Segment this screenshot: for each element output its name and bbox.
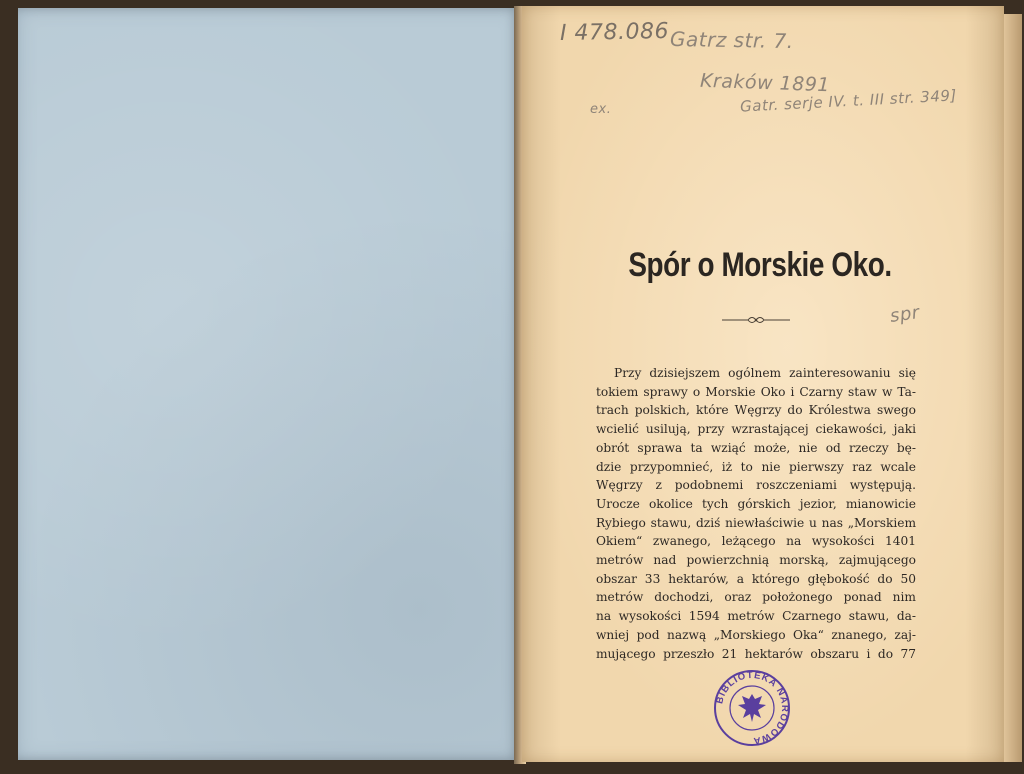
text-line: na wysokości 1594 metrów Czarnego stawu, da- xyxy=(596,609,916,624)
library-stamp xyxy=(712,668,792,748)
text-line: metrów nad powierzchnią morską, zajmującego xyxy=(596,553,916,568)
document-title: Spór o Morskie Oko. xyxy=(628,246,892,284)
text-line: Okiem“ zwanego, leżącego na wysokości 1401 xyxy=(596,534,916,549)
text-line: tokiem sprawy o Morskie Oko i Czarny staw w Ta- xyxy=(596,384,916,399)
text-line: Urocze okolice tych górskich jezior, mianowicie xyxy=(596,496,916,511)
text-line: Rybiego stawu, dziś niewłaściwie u nas „Morskiem xyxy=(596,515,916,530)
text-line: Węgrzy z podobnemi roszczeniami występują. xyxy=(596,478,916,493)
text-line: metrów dochodzi, oraz położonego ponad nim xyxy=(596,590,916,605)
text-line: Przy dzisiejszem ogólnem zainteresowaniu się xyxy=(614,366,916,380)
text-line: wcielić usilują, przy wzrastającej ciekawości, jaki xyxy=(596,422,916,437)
title-ornament-icon xyxy=(720,314,792,326)
pencil-note-series: Gatr. serje IV. t. III str. 349] xyxy=(739,86,958,116)
text-line: obrót sprawa ta wziąć może, nie od rzeczy bę- xyxy=(596,440,916,455)
text-line: obszar 33 hektarów, a którego głębokość do 50 xyxy=(596,571,916,586)
pencil-note-top: Gatrz str. 7. xyxy=(669,26,794,54)
text-line: mującego przeszło 21 hektarów obszaru i do 77 xyxy=(596,646,916,661)
pencil-margin-note: spr xyxy=(888,302,922,327)
text-line: trach polskich, które Węgrzy do Królestwa swego xyxy=(596,403,916,418)
stamp-text: BIBLIOTEKA NARODOWA xyxy=(714,669,791,747)
pencil-note-left: ex. xyxy=(590,102,612,117)
text-line: wniej pod nazwą „Morskiego Oka“ znanego, zaj- xyxy=(596,627,916,642)
blue-cover-page xyxy=(18,8,520,760)
page-edges xyxy=(1004,14,1022,762)
pencil-shelfmark: I 478.086 xyxy=(559,19,670,46)
text-line: dzie przypomnieć, iż to nie pierwszy raz wcale xyxy=(596,459,916,474)
eagle-icon xyxy=(738,694,766,722)
body-text xyxy=(596,364,916,663)
pencil-note-place: Kraków 1891 xyxy=(699,69,831,97)
